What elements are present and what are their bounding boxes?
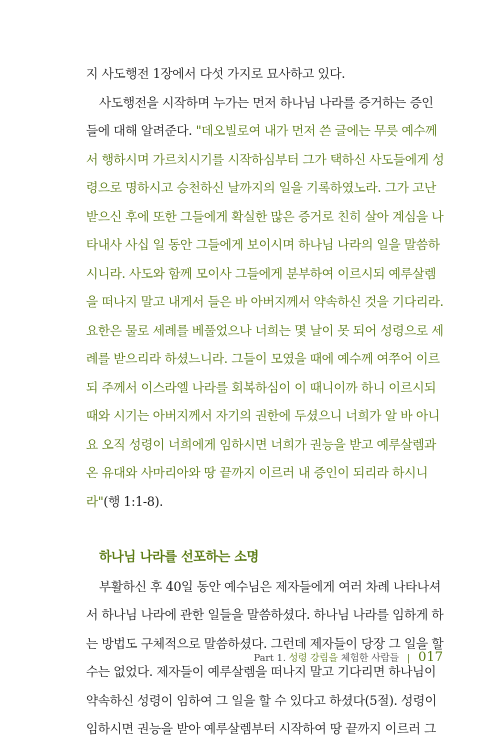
scripture-quote-line: 받으신 후에 또한 그들에게 확실한 많은 증거로 친히 살아 계심을 나: [86, 208, 444, 224]
body-text: [86, 60, 445, 744]
paragraph-3-line: 부활하신 후 40일 동안 예수님은 제자들에게 여러 차례 나타나셔: [99, 578, 441, 594]
scripture-quote-line: 때와 시기는 아버지께서 자기의 권한에 두셨으니 너희가 알 바 아니: [86, 408, 440, 423]
scripture-quote-line: 을 떠나지 말고 내게서 들은 바 아버지께서 약속하신 것을 기다리라.: [86, 294, 444, 309]
scripture-quote-end: [86, 488, 442, 517]
page-footer: [254, 650, 443, 665]
scripture-quote-close: 라": [86, 493, 104, 509]
scripture-quote-line: 례를 받으리라 하셨느니라. 그들이 모였을 때에 예수께 여쭈어 이르: [86, 351, 440, 366]
footer-part-title: 성령 강림을: [288, 653, 338, 664]
footer-part-title-rest: 체험한 사람들: [340, 653, 399, 664]
section-heading: 하나님 나라를 선포하는 소명: [99, 550, 259, 565]
paragraph-2-text: 들에 대해 알려준다.: [86, 123, 196, 138]
paragraph-3-line: 수는 없었다. 제자들이 예루살렘을 떠나지 말고 기다리면 하나님이: [86, 664, 436, 679]
scripture-quote-line: 서 행하시며 가르치시기를 시작하심부터 그가 택하신 사도들에게 성: [86, 151, 445, 167]
section-spacer: [86, 516, 442, 544]
scripture-citation: (행 1:1-8).: [103, 493, 163, 509]
paragraph-3-line: 임하시면 권능을 받아 예루살렘부터 시작하여 땅 끝까지 이르러 그: [86, 721, 436, 736]
scripture-quote-line: 령으로 명하시고 승천하신 날까지의 일을 기록하였노라. 그가 고난: [86, 180, 436, 195]
scripture-quote: "데오빌로여 내가 먼저 쓴 글에는 무릇 예수께: [195, 123, 438, 138]
scripture-quote-line: 온 유대와 사마리아와 땅 끝까지 이르러 내 증인이 되리라 하시니: [86, 465, 428, 480]
paragraph-3-line: 는 방법도 구체적으로 말씀하셨다. 그런데 제자들이 당장 그 일을 할: [86, 635, 444, 651]
scripture-quote-line: 시니라. 사도와 함께 모이사 그들에게 분부하여 이르시되 예루살렘: [86, 265, 436, 281]
scripture-quote-line: 되 주께서 이스라엘 나라를 회복하심이 이 때니이까 하니 이르시되: [86, 379, 436, 395]
paragraph-3-line: 약속하신 성령이 임하여 그 일을 할 수 있다고 하셨다(5절). 성령이: [86, 692, 437, 708]
paragraph-1-line: 지 사도행전 1장에서 다섯 가지로 묘사하고 있다.: [86, 66, 346, 81]
paragraph-3-line: 서 하나님 나라에 관한 일들을 말씀하셨다. 하나님 나라를 임하게 하: [86, 607, 444, 622]
scripture-quote-line: 요 오직 성령이 너희에게 임하시면 너희가 권능을 받고 예루살렘과: [86, 436, 436, 452]
paragraph-2-line: [86, 117, 442, 146]
footer-part-label: Part 1.: [253, 653, 286, 664]
page-number: 017: [418, 650, 443, 665]
paragraph-2-line: 사도행전을 시작하며 누가는 먼저 하나님 나라를 증거하는 증인: [99, 94, 434, 110]
scripture-quote-line: 타내사 사십 일 동안 그들에게 보이시며 하나님 나라의 일을 말씀하: [86, 237, 440, 252]
scripture-quote-line: 요한은 물로 세례를 베풀었으나 너희는 몇 날이 못 되어 성령으로 세: [86, 322, 444, 338]
footer-separator: |: [406, 653, 411, 664]
